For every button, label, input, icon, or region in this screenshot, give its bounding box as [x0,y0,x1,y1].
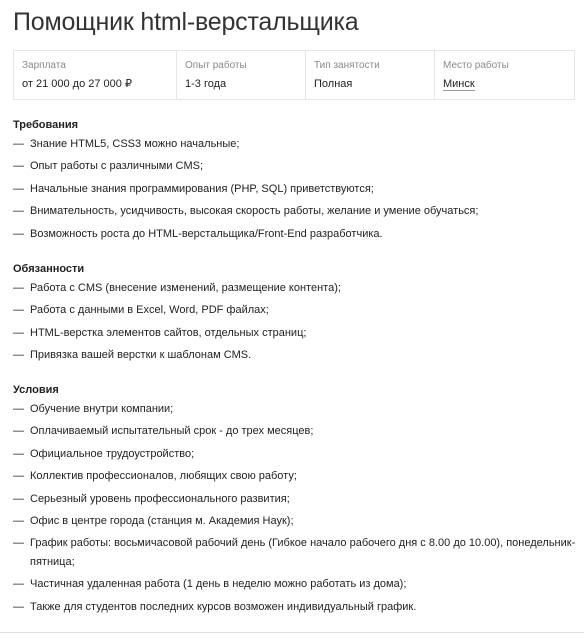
list-item: — Оплачиваемый испытательный срок - до трех месяцев; [13,422,578,441]
requirements-section [13,118,578,247]
conditions-heading: Условия [13,384,59,396]
list-item: — Знание HTML5, CSS3 можно начальные; [13,135,578,154]
list-item: — Офис в центре города (станция м. Академия Наук); [13,512,578,531]
vacancy-info-table [13,50,575,100]
list-item: — Также для студентов последних курсов возможен индивидуальный график. [13,598,578,617]
experience-value: 1-3 года [185,78,227,90]
list-item: — Начальные знания программирования (PHP, SQL) приветствуются; [13,180,578,199]
list-item: — Работа с данными в Excel, Word, PDF файлах; [13,301,578,320]
conditions-list [13,400,578,616]
duties-list [13,279,578,365]
requirements-list [13,135,578,243]
requirements-heading: Требования [13,119,79,131]
employment-type-cell [306,51,435,99]
bottom-divider [0,632,584,633]
page-title: Помощник html-верстальщика [13,8,359,36]
employment-type-value: Полная [314,78,353,90]
list-item: — Внимательность, усидчивость, высокая скорость работы, желание и умение обучаться; [13,202,578,221]
list-item: — Коллектив профессионалов, любящих свою работу; [13,467,578,486]
duties-heading: Обязанности [13,263,85,275]
list-item: — Обучение внутри компании; [13,400,578,419]
duties-section [13,262,578,369]
location-link[interactable]: Минск [443,78,475,90]
list-item: — Опыт работы с различными CMS; [13,157,578,176]
experience-cell [177,51,306,99]
salary-label: Зарплата [22,60,66,71]
location-label: Место работы [443,60,509,71]
salary-value: от 21 000 до 27 000 ₽ [22,78,132,90]
experience-label: Опыт работы [185,60,247,71]
list-item: — Частичная удаленная работа (1 день в неделю можно работать из дома); [13,575,578,594]
list-item: — Официальное трудоустройство; [13,445,578,464]
list-item: — График работы: восьмичасовой рабочий день (Гибкое начало рабочего дня с 8.00 до 10.00), понедельник-пятница; [13,534,578,571]
list-item: — Серьезный уровень профессионального развития; [13,490,578,509]
list-item: — Привязка вашей верстки к шаблонам CMS. [13,346,578,365]
list-item: — Возможность роста до HTML-верстальщика/Front-End разработчика. [13,225,578,244]
list-item: — Работа с CMS (внесение изменений, размещение контента); [13,279,578,298]
conditions-section [13,383,578,620]
salary-cell [14,51,177,99]
location-cell [435,51,574,99]
list-item: — HTML-верстка элементов сайтов, отдельных страниц; [13,324,578,343]
employment-type-label: Тип занятости [314,60,380,71]
